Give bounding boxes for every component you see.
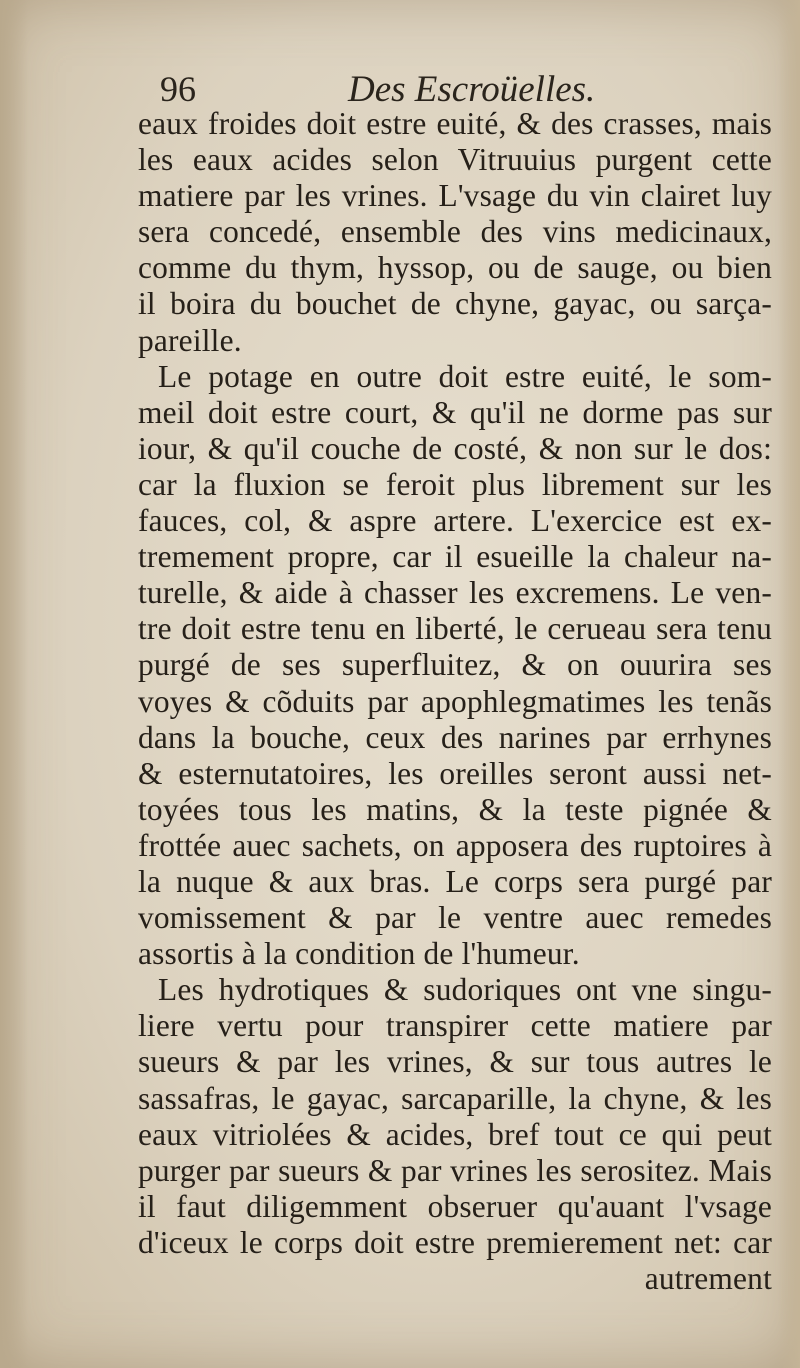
- text-line: comme du thym, hyssop, ou de sauge, ou bien: [138, 250, 772, 286]
- text-line: tre doit estre tenu en liberté, le cerueau sera tenu: [138, 611, 772, 647]
- text-line: & esternutatoires, les oreilles seront aussi net-: [138, 755, 772, 791]
- text-line: pareille.: [138, 322, 242, 358]
- text-line: fauces, col, & aspre artere. L'exercice est ex-: [138, 503, 772, 539]
- text-line: car la fluxion se feroit plus librement sur les: [138, 466, 772, 502]
- text-line: eaux froides doit estre euité, & des crasses, mais: [138, 106, 772, 141]
- body-text: [138, 106, 772, 1297]
- text-line: il boira du bouchet de chyne, gayac, ou sarça-: [138, 286, 772, 322]
- text-line: purgé de ses superfluitez, & on ouurira ses: [138, 647, 772, 683]
- text-line: Les hydrotiques & sudoriques ont vne singu-: [158, 972, 772, 1008]
- page-edge-shadow-right: [778, 0, 800, 1368]
- text-line: la nuque & aux bras. Le corps sera purgé par: [138, 863, 772, 899]
- text-line: matiere par les vrines. L'vsage du vin clairet luy: [138, 178, 772, 214]
- running-title: Des Escroüelles.: [348, 69, 596, 110]
- text-line: sueurs & par les vrines, & sur tous autres le: [138, 1044, 772, 1080]
- text-line: sassafras, le gayac, sarcaparille, la chyne, & les: [138, 1080, 772, 1116]
- text-line: liere vertu pour transpirer cette matiere par: [138, 1008, 772, 1044]
- text-line: purger par sueurs & par vrines les serositez. Mais: [138, 1152, 772, 1188]
- text-line: Le potage en outre doit estre euité, le som-: [158, 358, 772, 394]
- text-line: turelle, & aide à chasser les excremens. Le ven-: [138, 575, 772, 611]
- text-line: tremement propre, car il esueille la chaleur na-: [138, 539, 772, 575]
- text-line: frottée auec sachets, on apposera des ruptoires à: [138, 827, 772, 863]
- text-line: eaux vitriolées & acides, bref tout ce qui peut: [138, 1116, 772, 1152]
- text-line: vomissement & par le ventre auec remedes: [138, 900, 772, 936]
- text-line: il faut diligemment obseruer qu'auant l'vsage: [138, 1188, 772, 1224]
- text-line: les eaux acides selon Vitruuius purgent cette: [138, 142, 772, 178]
- catchword: autrement: [644, 1261, 772, 1296]
- text-line: voyes & cõduits par apophlegmatimes les tenãs: [138, 683, 772, 719]
- text-line: toyées tous les matins, & la teste pignée &: [138, 791, 772, 827]
- text-line: assortis à la condition de l'humeur.: [138, 936, 580, 972]
- text-line: sera concedé, ensemble des vins medicinaux,: [138, 214, 772, 250]
- page-number: 96: [160, 69, 196, 109]
- page-edge-shadow-left: [0, 0, 28, 1368]
- text-line: dans la bouche, ceux des narines par errhynes: [138, 719, 772, 755]
- text-line: meil doit estre court, & qu'il ne dorme pas sur: [138, 394, 772, 430]
- text-line: d'iceux le corps doit estre premierement net: car: [138, 1224, 772, 1260]
- text-line: iour, & qu'il couche de costé, & non sur le dos:: [138, 430, 772, 466]
